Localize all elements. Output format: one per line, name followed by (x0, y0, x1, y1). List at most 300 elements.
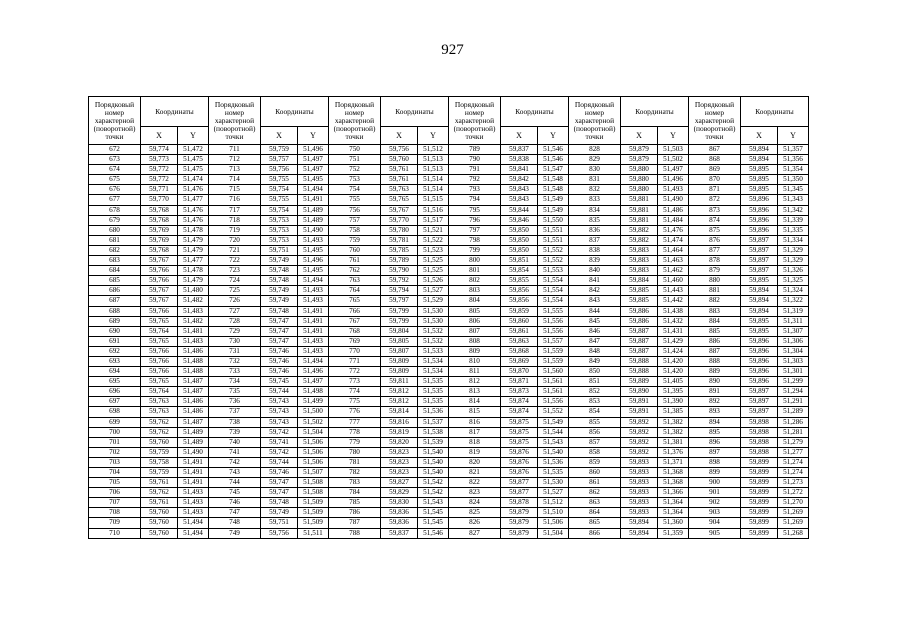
y-coordinate-cell: 51,508 (298, 488, 329, 498)
x-coordinate-cell: 59,887 (621, 346, 658, 356)
y-coordinate-cell: 51,270 (778, 498, 809, 508)
x-coordinate-cell: 59,894 (741, 296, 778, 306)
point-number-cell: 808 (449, 336, 501, 346)
y-coordinate-cell: 51,359 (658, 528, 689, 538)
y-coordinate-cell: 51,335 (778, 225, 809, 235)
point-number-cell: 837 (569, 235, 621, 245)
point-number-cell: 874 (689, 215, 741, 225)
x-coordinate-cell: 59,816 (381, 417, 418, 427)
y-coordinate-cell: 51,543 (418, 498, 449, 508)
y-coordinate-cell: 51,486 (658, 205, 689, 215)
point-number-cell: 882 (689, 296, 741, 306)
y-coordinate-cell: 51,304 (778, 346, 809, 356)
x-coordinate-cell: 59,861 (501, 326, 538, 336)
x-coordinate-cell: 59,749 (261, 296, 298, 306)
point-number-cell: 828 (569, 145, 621, 155)
point-number-cell: 701 (89, 437, 141, 447)
x-coordinate-cell: 59,895 (741, 185, 778, 195)
point-number-cell: 685 (89, 276, 141, 286)
x-coordinate-cell: 59,759 (141, 468, 178, 478)
y-coordinate-cell: 51,371 (658, 457, 689, 467)
y-coordinate-cell: 51,549 (538, 205, 569, 215)
x-coordinate-cell: 59,856 (501, 286, 538, 296)
y-coordinate-cell: 51,512 (418, 145, 449, 155)
y-header: Y (538, 127, 569, 145)
x-coordinate-cell: 59,876 (501, 457, 538, 467)
x-coordinate-cell: 59,897 (741, 397, 778, 407)
point-number-cell: 835 (569, 215, 621, 225)
y-coordinate-cell: 51,551 (538, 225, 569, 235)
x-coordinate-cell: 59,746 (261, 468, 298, 478)
y-coordinate-cell: 51,364 (658, 498, 689, 508)
point-number-cell: 887 (689, 346, 741, 356)
y-coordinate-cell: 51,550 (538, 215, 569, 225)
table-row (89, 447, 809, 457)
x-coordinate-cell: 59,762 (141, 427, 178, 437)
y-coordinate-cell: 51,488 (178, 356, 209, 366)
x-coordinate-cell: 59,753 (261, 235, 298, 245)
y-coordinate-cell: 51,281 (778, 427, 809, 437)
point-number-cell: 834 (569, 205, 621, 215)
y-coordinate-cell: 51,329 (778, 245, 809, 255)
x-coordinate-cell: 59,768 (141, 245, 178, 255)
x-coordinate-cell: 59,877 (501, 488, 538, 498)
y-coordinate-cell: 51,493 (298, 296, 329, 306)
y-coordinate-cell: 51,486 (178, 397, 209, 407)
point-number-cell: 884 (689, 316, 741, 326)
x-coordinate-cell: 59,875 (501, 427, 538, 437)
y-coordinate-cell: 51,487 (178, 377, 209, 387)
point-number-cell: 905 (689, 528, 741, 538)
point-number-cell: 767 (329, 316, 381, 326)
point-number-cell: 880 (689, 276, 741, 286)
point-number-cell: 833 (569, 195, 621, 205)
point-number-cell: 715 (209, 185, 261, 195)
table-row (89, 296, 809, 306)
point-number-cell: 819 (449, 447, 501, 457)
point-number-cell: 797 (449, 225, 501, 235)
x-coordinate-cell: 59,895 (741, 316, 778, 326)
point-number-cell: 873 (689, 205, 741, 215)
table-header (89, 97, 809, 145)
y-coordinate-cell: 51,536 (538, 457, 569, 467)
point-number-cell: 717 (209, 205, 261, 215)
y-coordinate-cell: 51,479 (178, 245, 209, 255)
y-header: Y (178, 127, 209, 145)
x-coordinate-cell: 59,756 (261, 165, 298, 175)
x-header: X (501, 127, 538, 145)
x-coordinate-cell: 59,842 (501, 175, 538, 185)
x-coordinate-cell: 59,754 (261, 185, 298, 195)
x-coordinate-cell: 59,743 (261, 417, 298, 427)
x-coordinate-cell: 59,863 (501, 336, 538, 346)
table-row (89, 468, 809, 478)
x-coordinate-cell: 59,823 (381, 447, 418, 457)
x-coordinate-cell: 59,874 (501, 397, 538, 407)
point-number-cell: 877 (689, 245, 741, 255)
y-coordinate-cell: 51,556 (538, 316, 569, 326)
point-number-cell: 735 (209, 387, 261, 397)
x-coordinate-cell: 59,887 (621, 326, 658, 336)
point-number-cell: 807 (449, 326, 501, 336)
x-coordinate-cell: 59,748 (261, 276, 298, 286)
coordinates-header: Координаты (381, 97, 449, 127)
point-number-cell: 746 (209, 498, 261, 508)
y-coordinate-cell: 51,504 (538, 528, 569, 538)
y-coordinate-cell: 51,268 (778, 528, 809, 538)
point-number-cell: 804 (449, 296, 501, 306)
point-number-cell: 675 (89, 175, 141, 185)
table-row (89, 266, 809, 276)
table-row (89, 387, 809, 397)
point-number-cell: 791 (449, 165, 501, 175)
y-coordinate-cell: 51,339 (778, 215, 809, 225)
y-coordinate-cell: 51,376 (658, 447, 689, 457)
table-row (89, 286, 809, 296)
x-coordinate-cell: 59,899 (741, 488, 778, 498)
x-coordinate-cell: 59,879 (501, 508, 538, 518)
y-coordinate-cell: 51,544 (538, 427, 569, 437)
x-coordinate-cell: 59,894 (741, 145, 778, 155)
point-number-cell: 809 (449, 346, 501, 356)
point-number-cell: 856 (569, 427, 621, 437)
table-row (89, 326, 809, 336)
y-coordinate-cell: 51,486 (178, 407, 209, 417)
point-number-cell: 897 (689, 447, 741, 457)
x-coordinate-cell: 59,748 (261, 266, 298, 276)
y-coordinate-cell: 51,545 (418, 518, 449, 528)
x-coordinate-cell: 59,751 (261, 245, 298, 255)
y-coordinate-cell: 51,269 (778, 518, 809, 528)
x-coordinate-cell: 59,753 (261, 225, 298, 235)
y-coordinate-cell: 51,535 (418, 397, 449, 407)
x-coordinate-cell: 59,876 (501, 468, 538, 478)
y-coordinate-cell: 51,326 (778, 266, 809, 276)
x-coordinate-cell: 59,742 (261, 427, 298, 437)
x-coordinate-cell: 59,898 (741, 417, 778, 427)
y-coordinate-cell: 51,366 (658, 488, 689, 498)
x-coordinate-cell: 59,899 (741, 478, 778, 488)
point-number-cell: 751 (329, 155, 381, 165)
x-coordinate-cell: 59,892 (621, 427, 658, 437)
table-row (89, 175, 809, 185)
x-coordinate-cell: 59,745 (261, 377, 298, 387)
y-coordinate-cell: 51,286 (778, 417, 809, 427)
x-coordinate-cell: 59,836 (381, 508, 418, 518)
point-number-cell: 720 (209, 235, 261, 245)
x-coordinate-cell: 59,741 (261, 437, 298, 447)
coordinates-table (88, 96, 809, 539)
x-coordinate-cell: 59,889 (621, 377, 658, 387)
x-coordinate-cell: 59,899 (741, 498, 778, 508)
x-coordinate-cell: 59,898 (741, 437, 778, 447)
point-number-cell: 826 (449, 518, 501, 528)
point-number-cell: 760 (329, 245, 381, 255)
point-number-header: Порядковый номер характерной (поворотной) точки (449, 97, 501, 145)
x-coordinate-cell: 59,799 (381, 306, 418, 316)
y-coordinate-cell: 51,269 (778, 508, 809, 518)
x-coordinate-cell: 59,891 (621, 407, 658, 417)
point-number-cell: 820 (449, 457, 501, 467)
x-coordinate-cell: 59,870 (501, 367, 538, 377)
point-number-cell: 903 (689, 508, 741, 518)
point-number-cell: 846 (569, 326, 621, 336)
x-coordinate-cell: 59,899 (741, 468, 778, 478)
point-number-cell: 721 (209, 245, 261, 255)
y-coordinate-cell: 51,530 (418, 316, 449, 326)
y-coordinate-cell: 51,431 (658, 326, 689, 336)
y-coordinate-cell: 51,540 (538, 447, 569, 457)
y-coordinate-cell: 51,474 (178, 175, 209, 185)
y-coordinate-cell: 51,438 (658, 306, 689, 316)
point-number-cell: 839 (569, 256, 621, 266)
x-coordinate-cell: 59,868 (501, 346, 538, 356)
x-coordinate-cell: 59,899 (741, 457, 778, 467)
point-number-cell: 689 (89, 316, 141, 326)
x-coordinate-cell: 59,898 (741, 447, 778, 457)
point-number-cell: 714 (209, 175, 261, 185)
x-coordinate-cell: 59,747 (261, 478, 298, 488)
x-coordinate-cell: 59,881 (621, 215, 658, 225)
point-number-header: Порядковый номер характерной (поворотной) точки (569, 97, 621, 145)
x-coordinate-cell: 59,844 (501, 205, 538, 215)
x-coordinate-cell: 59,811 (381, 377, 418, 387)
y-coordinate-cell: 51,486 (178, 346, 209, 356)
point-number-cell: 795 (449, 205, 501, 215)
x-coordinate-cell: 59,757 (261, 155, 298, 165)
y-coordinate-cell: 51,490 (178, 447, 209, 457)
point-number-cell: 681 (89, 235, 141, 245)
point-number-cell: 860 (569, 468, 621, 478)
point-number-cell: 853 (569, 397, 621, 407)
x-coordinate-cell: 59,880 (621, 175, 658, 185)
y-coordinate-cell: 51,489 (178, 427, 209, 437)
x-coordinate-cell: 59,807 (381, 346, 418, 356)
point-number-cell: 858 (569, 447, 621, 457)
x-coordinate-cell: 59,814 (381, 407, 418, 417)
table-row (89, 407, 809, 417)
x-coordinate-cell: 59,756 (381, 145, 418, 155)
point-number-cell: 878 (689, 256, 741, 266)
point-number-cell: 836 (569, 225, 621, 235)
y-coordinate-cell: 51,385 (658, 407, 689, 417)
point-number-cell: 771 (329, 356, 381, 366)
x-coordinate-cell: 59,790 (381, 266, 418, 276)
point-number-cell: 787 (329, 518, 381, 528)
y-coordinate-cell: 51,554 (538, 276, 569, 286)
point-number-cell: 799 (449, 245, 501, 255)
point-number-cell: 824 (449, 498, 501, 508)
x-coordinate-cell: 59,754 (261, 205, 298, 215)
x-coordinate-cell: 59,747 (261, 316, 298, 326)
x-coordinate-cell: 59,748 (261, 498, 298, 508)
y-coordinate-cell: 51,561 (538, 387, 569, 397)
point-number-cell: 741 (209, 447, 261, 457)
point-number-cell: 899 (689, 468, 741, 478)
point-number-cell: 722 (209, 256, 261, 266)
point-number-cell: 758 (329, 225, 381, 235)
point-number-cell: 840 (569, 266, 621, 276)
point-number-cell: 711 (209, 145, 261, 155)
x-coordinate-cell: 59,898 (741, 427, 778, 437)
point-number-cell: 749 (209, 528, 261, 538)
x-coordinate-cell: 59,896 (741, 367, 778, 377)
y-coordinate-cell: 51,509 (298, 508, 329, 518)
y-header: Y (778, 127, 809, 145)
point-number-cell: 684 (89, 266, 141, 276)
point-number-cell: 890 (689, 377, 741, 387)
x-coordinate-cell: 59,823 (381, 468, 418, 478)
x-coordinate-cell: 59,758 (141, 457, 178, 467)
x-coordinate-cell: 59,792 (381, 276, 418, 286)
x-coordinate-cell: 59,892 (621, 447, 658, 457)
point-number-cell: 764 (329, 286, 381, 296)
x-coordinate-cell: 59,894 (621, 528, 658, 538)
x-coordinate-cell: 59,897 (741, 235, 778, 245)
table-row (89, 235, 809, 245)
point-number-cell: 695 (89, 377, 141, 387)
point-number-cell: 757 (329, 215, 381, 225)
point-number-cell: 733 (209, 367, 261, 377)
y-coordinate-cell: 51,303 (778, 356, 809, 366)
x-coordinate-cell: 59,836 (381, 518, 418, 528)
x-coordinate-cell: 59,770 (381, 215, 418, 225)
x-coordinate-cell: 59,899 (741, 518, 778, 528)
point-number-cell: 734 (209, 377, 261, 387)
y-coordinate-cell: 51,547 (538, 165, 569, 175)
x-coordinate-cell: 59,759 (141, 447, 178, 457)
table-row (89, 498, 809, 508)
point-number-cell: 869 (689, 165, 741, 175)
point-number-cell: 698 (89, 407, 141, 417)
x-coordinate-cell: 59,823 (381, 457, 418, 467)
y-coordinate-cell: 51,395 (658, 387, 689, 397)
x-coordinate-cell: 59,751 (261, 518, 298, 528)
x-coordinate-cell: 59,797 (381, 296, 418, 306)
y-coordinate-cell: 51,460 (658, 276, 689, 286)
point-number-cell: 703 (89, 457, 141, 467)
point-number-cell: 894 (689, 417, 741, 427)
y-coordinate-cell: 51,481 (178, 326, 209, 336)
y-coordinate-cell: 51,502 (658, 155, 689, 165)
point-number-cell: 704 (89, 468, 141, 478)
point-number-cell: 855 (569, 417, 621, 427)
y-coordinate-cell: 51,429 (658, 336, 689, 346)
y-coordinate-cell: 51,345 (778, 185, 809, 195)
x-coordinate-cell: 59,892 (621, 417, 658, 427)
x-coordinate-cell: 59,766 (141, 367, 178, 377)
coordinates-header: Координаты (741, 97, 809, 127)
y-coordinate-cell: 51,521 (418, 225, 449, 235)
x-coordinate-cell: 59,880 (621, 185, 658, 195)
y-coordinate-cell: 51,506 (298, 447, 329, 457)
y-coordinate-cell: 51,291 (778, 397, 809, 407)
x-coordinate-cell: 59,876 (501, 447, 538, 457)
y-coordinate-cell: 51,299 (778, 377, 809, 387)
y-coordinate-cell: 51,343 (778, 195, 809, 205)
x-coordinate-cell: 59,860 (501, 316, 538, 326)
table-row (89, 367, 809, 377)
point-number-cell: 883 (689, 306, 741, 316)
y-coordinate-cell: 51,497 (298, 165, 329, 175)
x-coordinate-cell: 59,896 (741, 336, 778, 346)
x-coordinate-cell: 59,891 (621, 397, 658, 407)
point-number-cell: 902 (689, 498, 741, 508)
point-number-cell: 891 (689, 387, 741, 397)
x-coordinate-cell: 59,883 (621, 256, 658, 266)
y-coordinate-cell: 51,491 (298, 195, 329, 205)
y-coordinate-cell: 51,476 (178, 215, 209, 225)
y-coordinate-cell: 51,554 (538, 296, 569, 306)
point-number-cell: 672 (89, 145, 141, 155)
y-coordinate-cell: 51,529 (418, 296, 449, 306)
page-number: 927 (441, 42, 464, 58)
y-coordinate-cell: 51,490 (658, 195, 689, 205)
x-coordinate-cell: 59,896 (741, 205, 778, 215)
y-coordinate-cell: 51,368 (658, 478, 689, 488)
x-coordinate-cell: 59,895 (741, 326, 778, 336)
x-coordinate-cell: 59,772 (141, 175, 178, 185)
y-coordinate-cell: 51,442 (658, 296, 689, 306)
point-number-cell: 786 (329, 508, 381, 518)
x-coordinate-cell: 59,882 (621, 225, 658, 235)
point-number-cell: 785 (329, 498, 381, 508)
point-number-cell: 777 (329, 417, 381, 427)
x-coordinate-cell: 59,780 (381, 225, 418, 235)
y-coordinate-cell: 51,301 (778, 367, 809, 377)
x-coordinate-cell: 59,850 (501, 225, 538, 235)
y-coordinate-cell: 51,382 (658, 417, 689, 427)
y-coordinate-cell: 51,306 (778, 336, 809, 346)
point-number-cell: 885 (689, 326, 741, 336)
y-coordinate-cell: 51,509 (298, 518, 329, 528)
y-coordinate-cell: 51,493 (178, 498, 209, 508)
x-coordinate-cell: 59,763 (141, 407, 178, 417)
point-number-cell: 723 (209, 266, 261, 276)
point-number-cell: 811 (449, 367, 501, 377)
y-coordinate-cell: 51,272 (778, 488, 809, 498)
point-number-cell: 716 (209, 195, 261, 205)
table-row (89, 397, 809, 407)
x-coordinate-cell: 59,765 (141, 316, 178, 326)
x-coordinate-cell: 59,760 (141, 508, 178, 518)
point-number-cell: 798 (449, 235, 501, 245)
y-coordinate-cell: 51,527 (418, 286, 449, 296)
x-coordinate-cell: 59,890 (621, 387, 658, 397)
y-coordinate-cell: 51,526 (418, 276, 449, 286)
y-coordinate-cell: 51,390 (658, 397, 689, 407)
x-coordinate-cell: 59,766 (141, 356, 178, 366)
y-coordinate-cell: 51,479 (178, 235, 209, 245)
table-row (89, 377, 809, 387)
x-coordinate-cell: 59,819 (381, 427, 418, 437)
x-coordinate-cell: 59,762 (141, 417, 178, 427)
y-coordinate-cell: 51,502 (298, 417, 329, 427)
y-coordinate-cell: 51,491 (298, 306, 329, 316)
point-number-cell: 688 (89, 306, 141, 316)
point-number-cell: 792 (449, 175, 501, 185)
y-coordinate-cell: 51,493 (298, 286, 329, 296)
y-coordinate-cell: 51,493 (298, 346, 329, 356)
x-coordinate-cell: 59,896 (741, 356, 778, 366)
x-coordinate-cell: 59,895 (741, 175, 778, 185)
x-coordinate-cell: 59,773 (141, 155, 178, 165)
y-coordinate-cell: 51,475 (178, 155, 209, 165)
x-coordinate-cell: 59,846 (501, 215, 538, 225)
point-number-cell: 900 (689, 478, 741, 488)
x-coordinate-cell: 59,881 (621, 205, 658, 215)
table-row (89, 205, 809, 215)
